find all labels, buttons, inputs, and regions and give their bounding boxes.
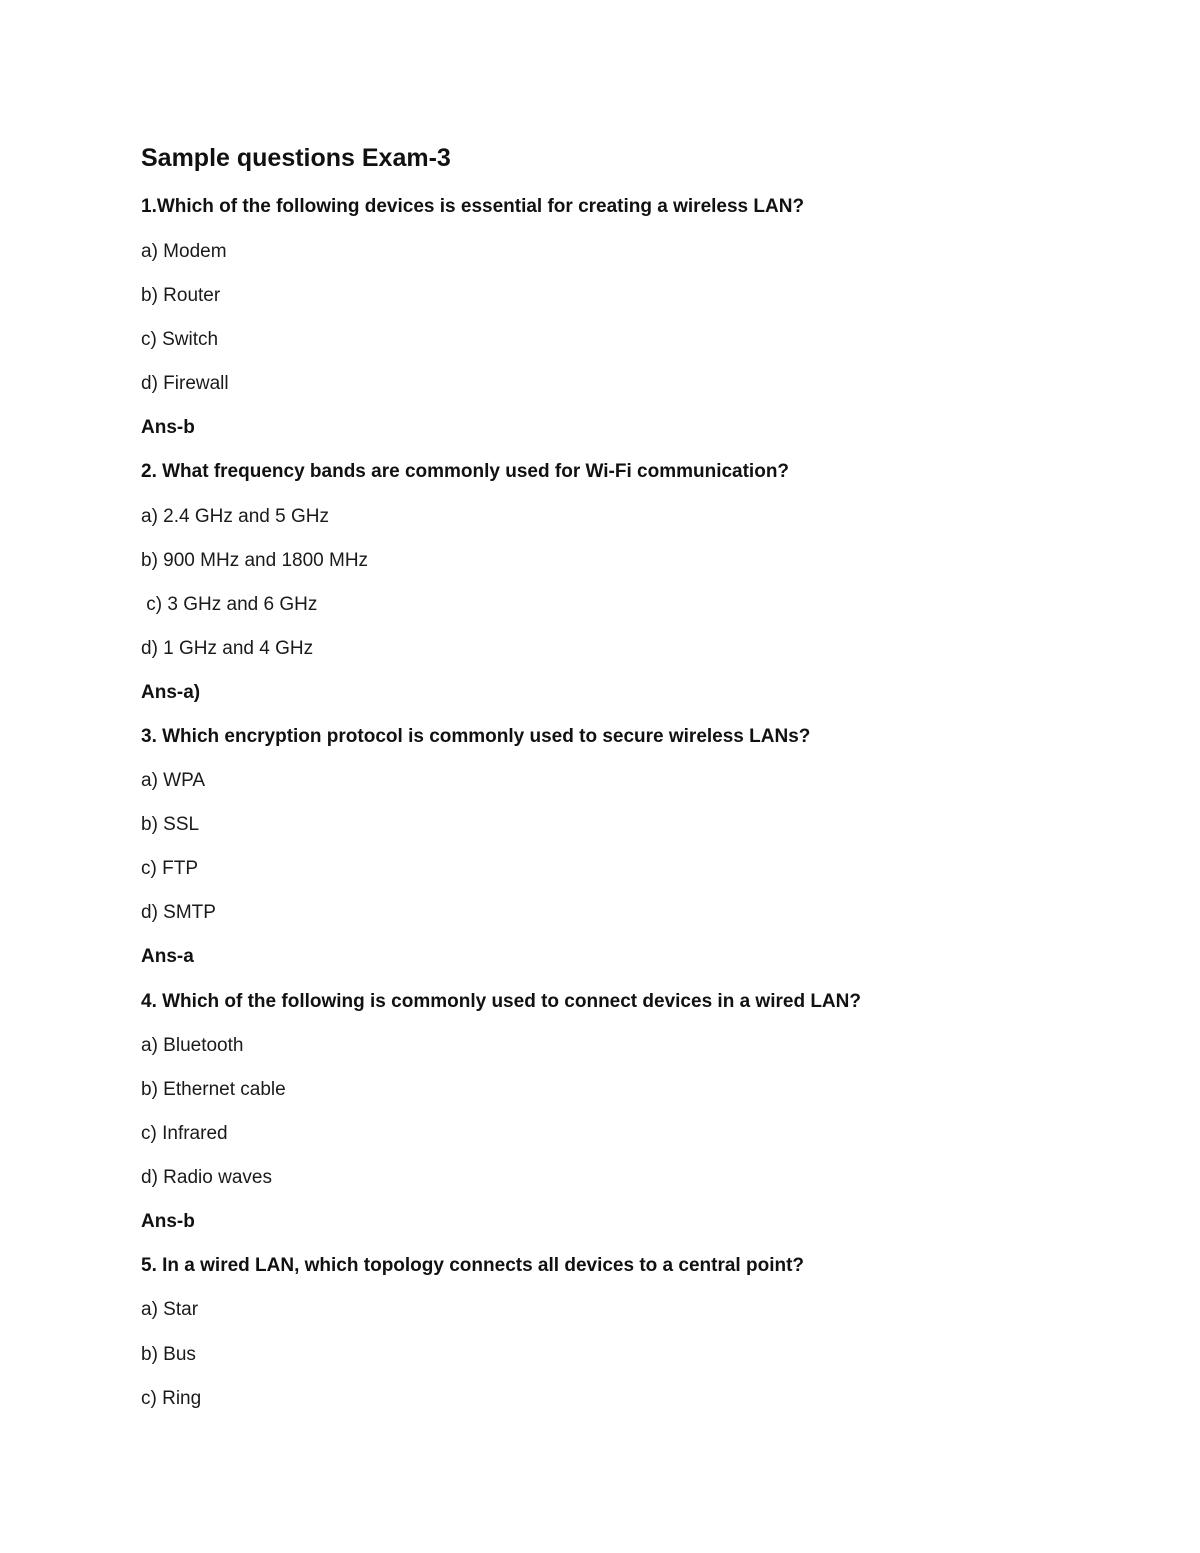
question-2-option-a: a) 2.4 GHz and 5 GHz	[141, 506, 329, 527]
question-1-option-b: b) Router	[141, 285, 221, 306]
question-4-option-a: a) Bluetooth	[141, 1035, 244, 1056]
question-2-option-b: b) 900 MHz and 1800 MHz	[141, 550, 369, 571]
question-4-option-d: d) Radio waves	[141, 1167, 272, 1188]
question-3-answer: Ans-a	[141, 946, 194, 967]
question-5-option-a: a) Star	[141, 1299, 199, 1320]
question-3-option-d: d) SMTP	[141, 902, 216, 923]
question-3-option-b: b) SSL	[141, 814, 200, 835]
question-3-option-c: c) FTP	[141, 858, 198, 879]
question-1-option-d: d) Firewall	[141, 373, 229, 394]
question-4-option-b: b) Ethernet cable	[141, 1079, 286, 1100]
question-5-option-c: c) Ring	[141, 1388, 202, 1409]
page-title: Sample questions Exam-3	[141, 144, 451, 172]
question-5-text: 5. In a wired LAN, which topology connects all devices to a central point?	[141, 1255, 805, 1276]
question-4-answer: Ans-b	[141, 1211, 195, 1232]
question-2-option-d: d) 1 GHz and 4 GHz	[141, 638, 314, 659]
question-1-option-a: a) Modem	[141, 241, 227, 262]
question-2-text: 2. What frequency bands are commonly used for Wi-Fi communication?	[141, 461, 790, 482]
question-1-text: 1.Which of the following devices is essential for creating a wireless LAN?	[141, 196, 805, 217]
question-3-text: 3. Which encryption protocol is commonly used to secure wireless LANs?	[141, 726, 811, 747]
question-1-option-c: c) Switch	[141, 329, 219, 350]
question-2-answer: Ans-a)	[141, 682, 201, 703]
question-1-answer: Ans-b	[141, 417, 195, 438]
question-2-option-c: c) 3 GHz and 6 GHz	[141, 594, 318, 615]
question-3-option-a: a) WPA	[141, 770, 206, 791]
question-4-text: 4. Which of the following is commonly used to connect devices in a wired LAN?	[141, 991, 861, 1012]
question-5-option-b: b) Bus	[141, 1344, 196, 1365]
question-4-option-c: c) Infrared	[141, 1123, 228, 1144]
